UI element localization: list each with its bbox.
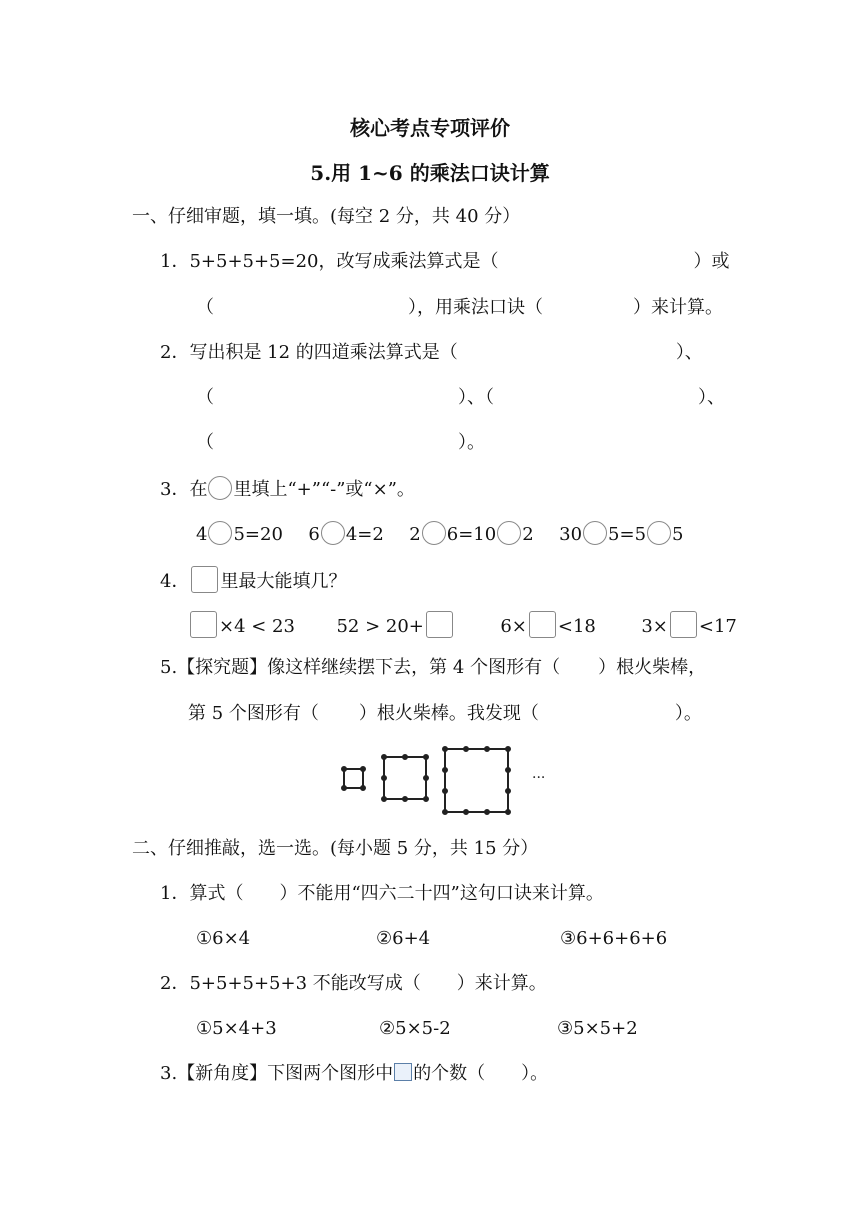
figure-1 — [342, 767, 365, 790]
q2-text-a: 2．写出积是 12 的四道乘法算式是（ — [160, 342, 458, 363]
q3-expr3 — [409, 524, 533, 545]
continuation-dots: ··· — [532, 770, 546, 786]
q2-text-f: （ — [196, 432, 214, 453]
figure-2 — [382, 755, 428, 801]
q3-line2 — [196, 521, 683, 547]
q2-line2 — [196, 386, 725, 410]
q2-line1 — [160, 341, 703, 365]
p2-q3-text-a: 3.【新角度】下图两个图形中 — [160, 1063, 394, 1084]
p2-q2-option-3[interactable]: ③5×5+2 — [557, 1018, 638, 1039]
page-title: 核心考点专项评价 — [350, 116, 510, 140]
q4-text-a: 4． — [160, 571, 190, 592]
p2-q1-option-1[interactable]: ①6×4 — [196, 928, 251, 949]
q2-text-e: ）、 — [698, 387, 725, 408]
q1-text-b: ）或 — [693, 251, 730, 272]
part1-heading: 一、仔细审题，填一填。(每空 2 分，共 40 分） — [132, 206, 521, 227]
operator-blank[interactable] — [208, 521, 232, 545]
q3-expr1 — [196, 524, 283, 545]
operator-blank[interactable] — [647, 521, 671, 545]
q3-e2a: 6 — [308, 524, 320, 545]
q3-e1a: 4 — [196, 524, 208, 545]
q1-text-e: ）来计算。 — [633, 297, 723, 318]
answer-box[interactable] — [529, 611, 556, 638]
q1-text-a: 1．5+5+5+5=20，改写成乘法算式是（ — [160, 251, 499, 272]
q4-i4b: <17 — [698, 616, 737, 637]
q4-line2 — [188, 611, 737, 639]
answer-box[interactable] — [190, 611, 217, 638]
q2-line3 — [196, 431, 485, 455]
q3-e1b: 5=20 — [233, 524, 283, 545]
q5-text-c: 第 5 个图形有（ — [188, 703, 319, 724]
operator-blank[interactable] — [497, 521, 521, 545]
blue-square-icon — [394, 1063, 412, 1081]
q5-text-a: 5.【探究题】像这样继续摆下去，第 4 个图形有（ — [160, 657, 561, 678]
q5-text-d: ）根火柴棒。我发现（ — [358, 703, 539, 724]
q3-text-a: 3．在 — [160, 479, 208, 500]
p2-q2-option-1[interactable]: ①5×4+3 — [196, 1018, 277, 1039]
q2-text-g: ）。 — [458, 432, 485, 453]
q3-e3a: 2 — [409, 524, 421, 545]
q2-text-c: （ — [196, 387, 214, 408]
q4-line1 — [160, 566, 346, 594]
operator-blank[interactable] — [321, 521, 345, 545]
matchstick-figures — [336, 742, 566, 818]
q3-e4c: 5 — [672, 524, 684, 545]
q5-text-b: ）根火柴棒， — [598, 657, 707, 678]
q1-line2 — [196, 296, 723, 320]
q3-expr4 — [559, 524, 683, 545]
operator-circle-icon — [208, 476, 232, 500]
p2-q3-line — [160, 1062, 548, 1086]
answer-box[interactable] — [426, 611, 453, 638]
q5-line2 — [188, 702, 702, 726]
q4-i3b: <18 — [557, 616, 596, 637]
q3-e2b: 4=2 — [345, 524, 384, 545]
p2-q1-option-2[interactable]: ②6+4 — [376, 928, 431, 949]
p2-q3-text-b: 的个数（ ）。 — [413, 1063, 549, 1084]
q1-text-d: ），用乘法口诀（ — [408, 297, 543, 318]
q3-e4b: 5=5 — [608, 524, 647, 545]
q4-i3a: 6× — [500, 616, 527, 637]
page-subtitle: 5.用 1~6 的乘法口诀计算 — [310, 161, 550, 185]
q4-i1: ×4 < 23 — [219, 616, 295, 637]
part2-heading: 二、仔细推敲，选一选。(每小题 5 分，共 15 分） — [132, 838, 539, 859]
q5-line1 — [160, 656, 706, 680]
q3-e4a: 30 — [559, 524, 583, 545]
q3-e3b: 6=10 — [446, 524, 497, 545]
p2-q2-option-2[interactable]: ②5×5-2 — [379, 1018, 451, 1039]
q4-i2: 52 > 20+ — [336, 616, 424, 637]
figure-3 — [443, 747, 510, 814]
q3-line1 — [160, 476, 415, 502]
q3-expr2 — [308, 524, 383, 545]
p2-q2-text: 2．5+5+5+5+3 不能改写成（ ）来计算。 — [160, 973, 547, 994]
answer-box[interactable] — [670, 611, 697, 638]
q2-text-b: ）、 — [675, 342, 703, 363]
q4-text-b: 里最大能填几？ — [220, 571, 347, 592]
q5-text-e: ）。 — [674, 703, 702, 724]
q3-e3c: 2 — [522, 524, 534, 545]
operator-blank[interactable] — [583, 521, 607, 545]
square-box-icon — [191, 566, 218, 593]
q1-text-c: （ — [196, 297, 214, 318]
p2-q1-text: 1．算式（ ）不能用“四六二十四”这句口诀来计算。 — [160, 883, 604, 904]
p2-q1-option-3[interactable]: ③6+6+6+6 — [560, 928, 668, 949]
q3-text-b: 里填上“+”“-”或“×”。 — [233, 479, 415, 500]
q4-i4a: 3× — [641, 616, 668, 637]
operator-blank[interactable] — [422, 521, 446, 545]
q1-line1 — [160, 250, 730, 274]
q2-text-d: ）、（ — [458, 387, 494, 408]
